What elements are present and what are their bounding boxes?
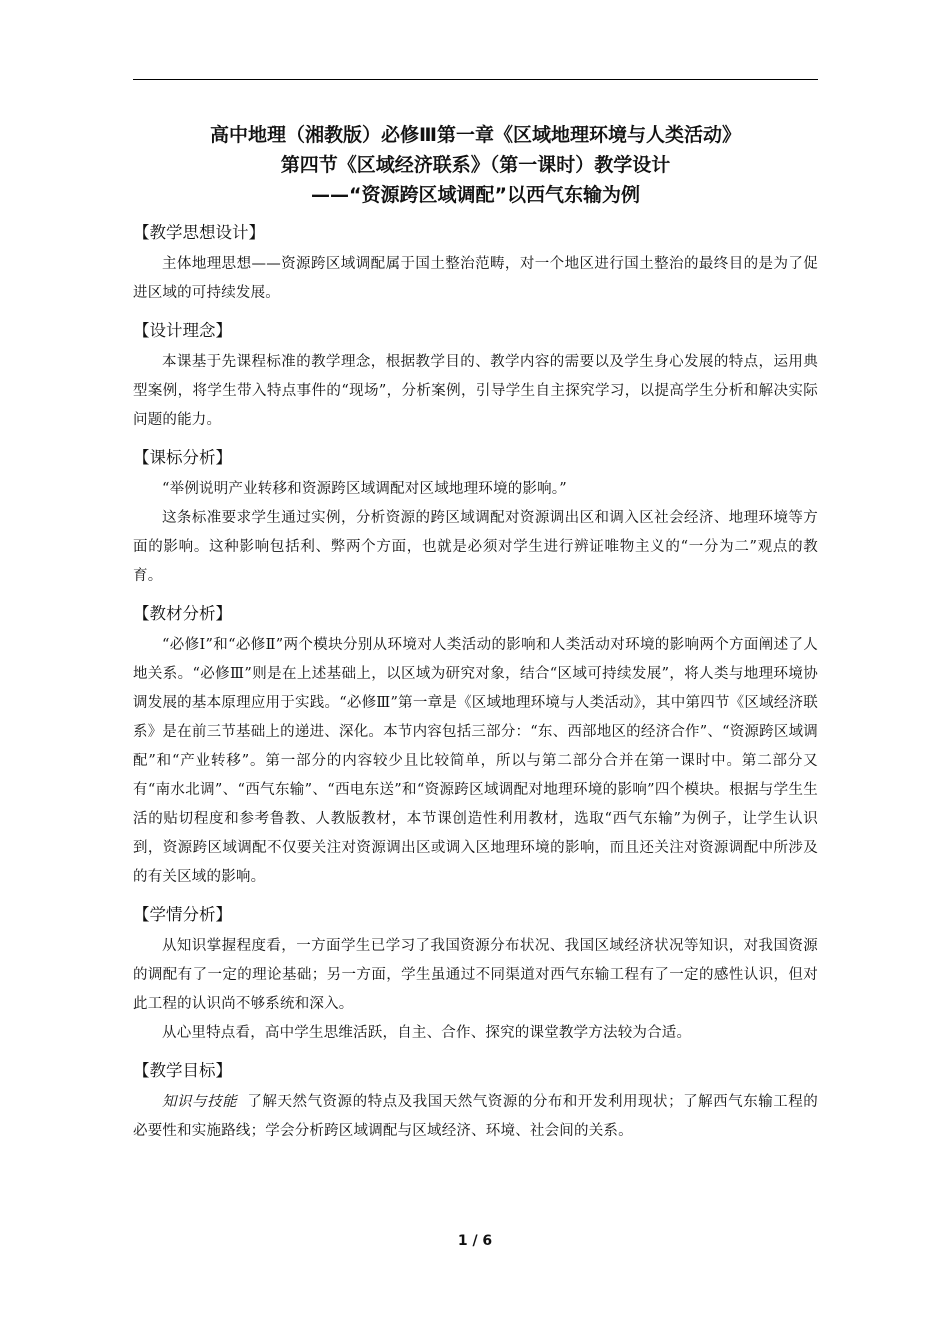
section-heading: 【学情分析】	[133, 905, 232, 924]
paragraph: 从心里特点看，高中学生思维活跃，自主、合作、探究的课堂教学方法较为合适。	[162, 1025, 692, 1041]
title-line: 高中地理（湘教版）必修Ⅲ第一章《区域地理环境与人类活动》	[210, 124, 741, 146]
section-teaching-objectives	[133, 1058, 818, 1146]
paragraph: 主体地理思想——资源跨区域调配属于国土整治范畴，对一个地区进行国土整治的最终目的是为了促进区域的可持续发展。	[133, 256, 818, 301]
page-number: 1 / 6	[457, 1233, 493, 1249]
section-textbook-analysis	[133, 601, 818, 892]
section-heading: 【教学思想设计】	[133, 223, 265, 242]
paragraph: “必修Ⅰ”和“必修Ⅱ”两个模块分别从环境对人类活动的影响和人类活动对环境的影响两个方面阐述了人地关系。“必修Ⅲ”则是在上述基础上，以区域为研究对象，结合“区域可持续发展”，将人类与地理环境协调发展的基本原理应用于实践。“必修Ⅲ”第一章是《区域地理环境与人类活动》，其中第四节《区域经济联系》是在前三节基础上的递进、深化。本节内容包括三部分：“东、西部地区的经济合作”、“资源跨区域调配”和“产业转移”。第一部分的内容较少且比较简单，所以与第二部分合并在第一课时中。第二部分又有“南水北调”、“西气东输”、“西电东送”和“资源跨区域调配对地理环境的影响”四个模块。根据与学生生活的贴切程度和参考鲁教、人教版教材，本节课创造性利用教材，选取“西气东输”为例子，让学生认识到，资源跨区域调配不仅要关注对资源调出区或调入区地理环境的影响，而且还关注对资源调配中所涉及的有关区域的影响。	[133, 637, 818, 885]
section-curriculum-analysis	[133, 445, 818, 591]
section-teaching-thought	[133, 220, 818, 308]
header-rule	[133, 79, 818, 80]
paragraph: “举例说明产业转移和资源跨区域调配对区域地理环境的影响。”	[162, 481, 567, 497]
section-design-concept	[133, 318, 818, 435]
title-line: ——“资源跨区域调配”以西气东输为例	[311, 184, 640, 206]
section-heading: 【课标分析】	[133, 448, 232, 467]
document-title	[133, 120, 818, 210]
objective-text: 了解天然气资源的特点及我国天然气资源的分布和开发利用现状；了解西气东输工程的必要性和实施路线；学会分析跨区域调配与区域经济、环境、社会间的关系。	[133, 1094, 818, 1139]
paragraph: 这条标准要求学生通过实例，分析资源的跨区域调配对资源调出区和调入区社会经济、地理环境等方面的影响。这种影响包括利、弊两个方面，也就是必须对学生进行辨证唯物主义的“一分为二”观点的教育。	[133, 510, 818, 584]
document-body	[133, 120, 818, 1146]
paragraph: 从知识掌握程度看，一方面学生已学习了我国资源分布状况、我国区域经济状况等知识，对我国资源的调配有了一定的理论基础；另一方面，学生虽通过不同渠道对西气东输工程有了一定的感性认识，但对此工程的认识尚不够系统和深入。	[133, 938, 818, 1012]
section-heading: 【设计理念】	[133, 321, 232, 340]
title-line: 第四节《区域经济联系》（第一课时）教学设计	[280, 154, 671, 176]
section-heading: 【教材分析】	[133, 604, 232, 623]
section-heading: 【教学目标】	[133, 1061, 232, 1080]
paragraph: 本课基于先课程标准的教学理念，根据教学目的、教学内容的需要以及学生身心发展的特点，运用典型案例，将学生带入特点事件的“现场”，分析案例，引导学生自主探究学习，以提高学生分析和解决实际问题的能力。	[133, 354, 818, 428]
paragraph	[133, 1088, 818, 1146]
section-student-analysis	[133, 902, 818, 1048]
objective-label: 知识与技能	[162, 1094, 238, 1110]
